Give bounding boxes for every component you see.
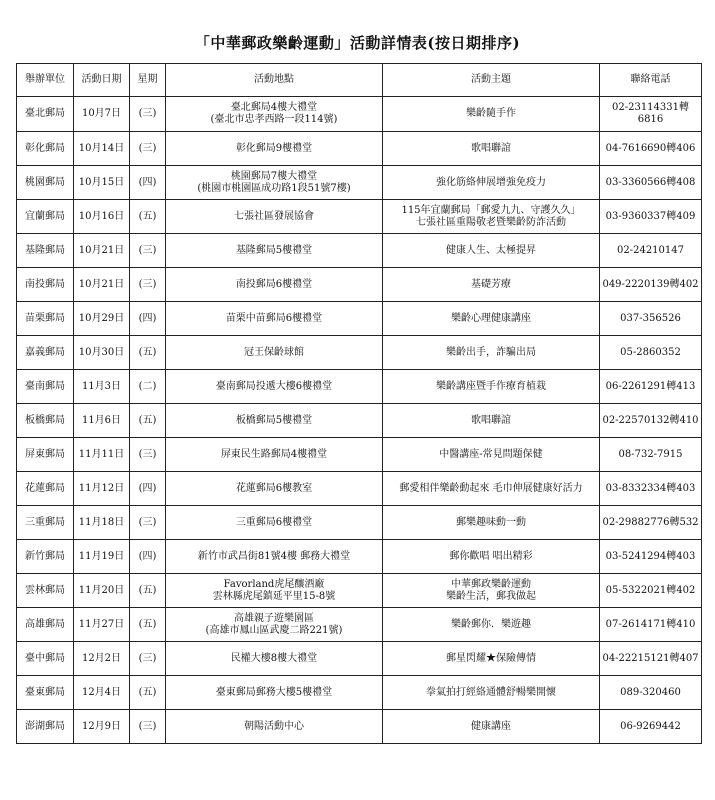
cell-date <box>74 166 130 200</box>
cell-phone <box>600 97 702 132</box>
cell-phone-text: 03-3360566轉408 <box>605 176 696 188</box>
table-header-row <box>17 64 702 97</box>
cell-phone-text: 02-22570132轉410 <box>602 414 699 426</box>
cell-theme <box>383 404 600 438</box>
cell-weekday-text: (三) <box>138 652 157 664</box>
cell-unit <box>17 574 74 608</box>
cell-theme <box>383 540 600 574</box>
table-row <box>17 336 702 370</box>
cell-location-text-line2: (臺北市忠孝西路一段114號) <box>210 114 338 125</box>
cell-phone-text: 07-2614171轉410 <box>605 618 696 630</box>
cell-location-text: 桃園郵局7樓大禮堂 <box>230 170 318 182</box>
cell-phone <box>600 234 702 268</box>
cell-phone <box>600 540 702 574</box>
cell-weekday-text: (四) <box>138 176 157 188</box>
cell-location-text: 新竹市武昌街81號4樓 郵務大禮堂 <box>197 550 351 562</box>
cell-unit <box>17 200 74 234</box>
cell-date <box>74 438 130 472</box>
cell-location-text-line2: (高雄市鳳山區武慶二路221號) <box>205 624 343 636</box>
cell-unit-text: 臺北郵局 <box>25 108 65 119</box>
cell-theme-text: 樂齡隨手作 <box>466 108 516 119</box>
cell-phone <box>600 166 702 200</box>
table-row <box>17 540 702 574</box>
cell-location <box>166 608 383 642</box>
cell-theme-text: 郵樂趣味動一動 <box>456 516 526 528</box>
table-row <box>17 472 702 506</box>
cell-weekday-text: (三) <box>138 720 157 732</box>
cell-date <box>74 370 130 404</box>
cell-weekday <box>130 200 166 234</box>
table-body <box>17 97 702 744</box>
cell-phone-text: 05-2860352 <box>620 346 681 358</box>
cell-theme <box>383 234 600 268</box>
cell-unit <box>17 132 74 166</box>
cell-unit <box>17 302 74 336</box>
table-row <box>17 404 702 438</box>
cell-location-text: 冠王保齡球館 <box>244 346 304 358</box>
cell-phone-text: 04-7616690轉406 <box>605 142 696 154</box>
cell-theme <box>383 200 600 234</box>
cell-phone <box>600 676 702 710</box>
cell-date-text: 11月27日 <box>78 618 125 630</box>
cell-weekday <box>130 370 166 404</box>
cell-phone-text: 08-732-7915 <box>618 448 683 460</box>
cell-weekday <box>130 336 166 370</box>
cell-weekday <box>130 97 166 132</box>
cell-unit-text: 彰化郵局 <box>25 142 65 154</box>
cell-date <box>74 302 130 336</box>
cell-unit-text: 臺東郵局 <box>25 686 65 698</box>
cell-phone-text: 037-356526 <box>620 312 681 324</box>
cell-unit-text: 南投郵局 <box>25 278 65 290</box>
cell-theme <box>383 370 600 404</box>
cell-date <box>74 710 130 744</box>
cell-weekday <box>130 302 166 336</box>
cell-weekday-text: (五) <box>138 210 157 222</box>
table-row <box>17 234 702 268</box>
cell-theme-text: 樂齡郵你．樂遊趣 <box>451 618 531 630</box>
cell-unit <box>17 166 74 200</box>
cell-theme-text: 健康人生、太極提昇 <box>446 244 536 256</box>
cell-date <box>74 132 130 166</box>
cell-theme <box>383 608 600 642</box>
cell-weekday <box>130 166 166 200</box>
cell-phone <box>600 438 702 472</box>
cell-date-text: 12月4日 <box>81 686 122 698</box>
cell-date <box>74 336 130 370</box>
cell-unit-text: 宜蘭郵局 <box>25 210 65 222</box>
cell-unit-text: 基隆郵局 <box>25 244 65 256</box>
table-row <box>17 302 702 336</box>
cell-date-text: 11月19日 <box>78 550 125 562</box>
cell-theme-text: 樂齡講座暨手作療育植栽 <box>436 380 546 392</box>
cell-location <box>166 710 383 744</box>
header-weekday: 星期 <box>130 64 166 97</box>
cell-phone-text: 089-320460 <box>620 686 681 698</box>
cell-theme <box>383 132 600 166</box>
cell-theme-text: 拳氣拍打經絡通體舒暢樂開懷 <box>426 686 556 698</box>
cell-location <box>166 642 383 676</box>
table-row <box>17 506 702 540</box>
cell-location-text-line2: 雲林縣虎尾鎮延平里15-8號 <box>212 590 336 602</box>
cell-weekday-text: (二) <box>138 380 157 392</box>
table-row <box>17 97 702 132</box>
cell-location-text: 苗栗中苗郵局6樓禮堂 <box>225 312 323 324</box>
cell-phone-text: 06-9269442 <box>620 720 681 732</box>
cell-phone-text: 03-8332334轉403 <box>605 482 696 494</box>
cell-date <box>74 506 130 540</box>
cell-weekday <box>130 676 166 710</box>
cell-location <box>166 97 383 132</box>
cell-location-text: 民權大樓8樓大禮堂 <box>230 652 318 664</box>
cell-weekday-text: (三) <box>138 244 157 256</box>
cell-weekday-text: (三) <box>138 278 157 290</box>
cell-location-text: 屏東民生路郵局4樓禮堂 <box>220 448 328 460</box>
cell-theme-text: 郵你歡唱 唱出精彩 <box>449 550 533 562</box>
cell-weekday-text: (三) <box>138 142 157 154</box>
cell-location <box>166 438 383 472</box>
cell-location <box>166 268 383 302</box>
cell-unit-text: 屏東郵局 <box>25 448 65 460</box>
cell-phone <box>600 370 702 404</box>
cell-date-text: 11月11日 <box>78 448 125 460</box>
cell-theme <box>383 642 600 676</box>
cell-phone-text: 03-5241294轉403 <box>605 550 696 562</box>
cell-date <box>74 676 130 710</box>
table-row <box>17 642 702 676</box>
cell-unit-text: 桃園郵局 <box>25 176 65 188</box>
cell-unit <box>17 676 74 710</box>
cell-unit <box>17 608 74 642</box>
cell-location <box>166 302 383 336</box>
cell-phone <box>600 608 702 642</box>
cell-weekday <box>130 506 166 540</box>
cell-date <box>74 540 130 574</box>
table-row <box>17 710 702 744</box>
cell-phone <box>600 404 702 438</box>
cell-date <box>74 574 130 608</box>
cell-theme <box>383 97 600 132</box>
cell-location <box>166 234 383 268</box>
cell-theme <box>383 166 600 200</box>
header-location: 活動地點 <box>166 64 383 97</box>
cell-phone <box>600 268 702 302</box>
cell-weekday <box>130 710 166 744</box>
cell-location-text: Favorland虎尾釀酒廠 <box>223 578 325 590</box>
cell-unit-text: 花蓮郵局 <box>25 482 65 494</box>
cell-location-text: 高雄親子遊樂園區 <box>234 612 314 624</box>
cell-location-text: 臺北郵局4樓大禮堂 <box>230 102 318 113</box>
cell-location <box>166 336 383 370</box>
cell-location-text: 基隆郵局5樓禮堂 <box>235 244 313 256</box>
cell-weekday <box>130 608 166 642</box>
cell-theme-text-line2: 七張社區重陽敬老暨樂齡防詐活動 <box>416 216 566 228</box>
cell-weekday-text: (四) <box>138 482 157 494</box>
cell-location-text: 臺東郵局郵務大樓5樓禮堂 <box>215 686 333 698</box>
cell-date-text: 11月6日 <box>81 414 122 426</box>
cell-unit-text: 板橋郵局 <box>25 414 65 426</box>
cell-theme <box>383 438 600 472</box>
cell-theme-text: 樂齡出手，詐騙出局 <box>446 346 536 358</box>
cell-theme <box>383 472 600 506</box>
header-date: 活動日期 <box>74 64 130 97</box>
cell-date <box>74 97 130 132</box>
cell-phone <box>600 302 702 336</box>
cell-date-text: 11月20日 <box>78 584 125 596</box>
cell-unit <box>17 97 74 132</box>
header-theme: 活動主題 <box>383 64 600 97</box>
cell-unit <box>17 438 74 472</box>
cell-location <box>166 676 383 710</box>
cell-date <box>74 608 130 642</box>
cell-theme-text: 中華郵政樂齡運動 <box>451 578 531 590</box>
cell-location <box>166 404 383 438</box>
cell-location-text: 朝陽活動中心 <box>244 720 304 732</box>
cell-theme-text: 中醫講座-常見問題保健 <box>439 448 543 460</box>
cell-location <box>166 166 383 200</box>
cell-theme-text: 樂齡心理健康講座 <box>451 312 531 324</box>
cell-unit <box>17 234 74 268</box>
cell-location <box>166 540 383 574</box>
cell-unit <box>17 336 74 370</box>
cell-phone-text: 06-2261291轉413 <box>605 380 696 392</box>
cell-unit <box>17 472 74 506</box>
cell-unit-text: 雲林郵局 <box>25 584 65 596</box>
activity-schedule-table <box>16 63 702 744</box>
page-title: 「中華郵政樂齡運動」活動詳情表(按日期排序) <box>194 34 521 52</box>
cell-weekday <box>130 472 166 506</box>
cell-date-text: 10月7日 <box>81 108 122 119</box>
cell-location-text: 彰化郵局9樓禮堂 <box>235 142 313 154</box>
cell-location-text: 七張社區發展協會 <box>234 210 314 222</box>
cell-weekday-text: (五) <box>138 584 157 596</box>
table-row <box>17 438 702 472</box>
cell-date <box>74 234 130 268</box>
cell-phone-text: 05-5322021轉402 <box>605 584 696 596</box>
cell-weekday-text: (五) <box>138 618 157 630</box>
cell-weekday-text: (五) <box>138 346 157 358</box>
table-row <box>17 676 702 710</box>
table-row <box>17 574 702 608</box>
cell-date <box>74 200 130 234</box>
cell-theme <box>383 302 600 336</box>
cell-weekday <box>130 642 166 676</box>
cell-unit-text: 新竹郵局 <box>25 550 65 562</box>
cell-theme-text: 郵星閃耀★保險傳情 <box>446 652 536 664</box>
cell-date-text: 10月16日 <box>78 210 125 222</box>
cell-theme-text: 115年宜蘭郵局「郵愛九九、守護久久」 <box>401 204 581 216</box>
cell-date-text: 10月14日 <box>78 142 125 154</box>
cell-location-text: 板橋郵局5樓禮堂 <box>235 414 313 426</box>
cell-date-text: 12月2日 <box>81 652 122 664</box>
cell-location <box>166 200 383 234</box>
cell-date <box>74 472 130 506</box>
cell-phone <box>600 132 702 166</box>
cell-date-text: 11月3日 <box>81 380 122 392</box>
cell-location <box>166 574 383 608</box>
cell-unit-text: 三重郵局 <box>25 516 65 528</box>
cell-date-text: 10月29日 <box>78 312 125 324</box>
cell-location-text-line2: (桃園市桃園區成功路1段51號7樓) <box>197 182 351 194</box>
cell-theme-text-line2: 樂齡生活，郵我做起 <box>446 590 536 602</box>
table-row <box>17 132 702 166</box>
cell-unit <box>17 710 74 744</box>
cell-theme-text: 健康講座 <box>471 720 511 732</box>
cell-unit <box>17 370 74 404</box>
cell-date <box>74 268 130 302</box>
cell-theme <box>383 506 600 540</box>
cell-unit-text: 苗栗郵局 <box>25 312 65 324</box>
cell-theme-text: 歌唱聯誼 <box>471 142 511 154</box>
cell-date <box>74 642 130 676</box>
cell-location-text: 南投郵局6樓禮堂 <box>235 278 313 290</box>
cell-weekday <box>130 234 166 268</box>
cell-weekday <box>130 132 166 166</box>
cell-phone <box>600 710 702 744</box>
cell-phone-text: 03-9360337轉409 <box>605 210 696 222</box>
table-row <box>17 166 702 200</box>
cell-date-text: 10月21日 <box>78 244 125 256</box>
table-row <box>17 370 702 404</box>
cell-theme <box>383 574 600 608</box>
cell-phone <box>600 472 702 506</box>
cell-phone-text: 02-23114331轉6816 <box>611 102 689 125</box>
cell-phone <box>600 200 702 234</box>
cell-date-text: 10月15日 <box>78 176 125 188</box>
cell-unit <box>17 642 74 676</box>
cell-weekday-text: (五) <box>138 414 157 426</box>
cell-theme-text: 基礎芳療 <box>471 278 511 290</box>
cell-unit <box>17 506 74 540</box>
cell-location-text: 三重郵局6樓禮堂 <box>235 516 313 528</box>
cell-location <box>166 506 383 540</box>
cell-date-text: 10月30日 <box>78 346 125 358</box>
cell-theme-text: 郵愛相伴樂齡動起來 毛巾伸展健康好活力 <box>399 482 583 494</box>
cell-date-text: 12月9日 <box>81 720 122 732</box>
cell-weekday <box>130 438 166 472</box>
cell-theme-text: 歌唱聯誼 <box>471 414 511 426</box>
cell-date-text: 11月18日 <box>78 516 125 528</box>
cell-phone <box>600 506 702 540</box>
table-row <box>17 200 702 234</box>
cell-weekday-text: (三) <box>138 448 157 460</box>
cell-theme <box>383 710 600 744</box>
cell-unit-text: 澎湖郵局 <box>25 720 65 732</box>
cell-date-text: 11月12日 <box>78 482 125 494</box>
cell-weekday <box>130 268 166 302</box>
cell-unit-text: 臺中郵局 <box>25 652 65 664</box>
table-row <box>17 608 702 642</box>
cell-location-text: 花蓮郵局6樓教室 <box>235 482 313 494</box>
cell-unit-text: 高雄郵局 <box>25 618 65 630</box>
cell-phone-text: 02-24210147 <box>616 244 684 256</box>
cell-location <box>166 472 383 506</box>
cell-weekday-text: (三) <box>138 108 157 119</box>
cell-location <box>166 132 383 166</box>
cell-weekday-text: (四) <box>138 312 157 324</box>
cell-unit <box>17 404 74 438</box>
cell-weekday-text: (三) <box>138 516 157 528</box>
cell-date <box>74 404 130 438</box>
cell-theme-text: 強化筋絡伸展增強免疫力 <box>436 176 546 188</box>
cell-theme <box>383 676 600 710</box>
cell-weekday-text: (五) <box>138 686 157 698</box>
cell-unit <box>17 268 74 302</box>
cell-phone <box>600 336 702 370</box>
cell-location-text: 臺南郵局投遞大樓6樓禮堂 <box>215 380 333 392</box>
cell-location <box>166 370 383 404</box>
cell-date-text: 10月21日 <box>78 278 125 290</box>
cell-weekday <box>130 540 166 574</box>
cell-weekday <box>130 404 166 438</box>
cell-unit <box>17 540 74 574</box>
cell-phone-text: 04-22215121轉407 <box>602 652 699 664</box>
cell-unit-text: 臺南郵局 <box>25 380 65 392</box>
cell-weekday <box>130 574 166 608</box>
cell-theme <box>383 268 600 302</box>
cell-weekday-text: (四) <box>138 550 157 562</box>
table-row <box>17 268 702 302</box>
cell-phone <box>600 574 702 608</box>
cell-phone-text: 049-2220139轉402 <box>602 278 699 290</box>
header-unit: 舉辦單位 <box>17 64 74 97</box>
cell-theme <box>383 336 600 370</box>
header-phone: 聯絡電話 <box>600 64 702 97</box>
cell-phone <box>600 642 702 676</box>
cell-unit-text: 嘉義郵局 <box>25 346 65 358</box>
cell-phone-text: 02-29882776轉532 <box>602 516 699 528</box>
